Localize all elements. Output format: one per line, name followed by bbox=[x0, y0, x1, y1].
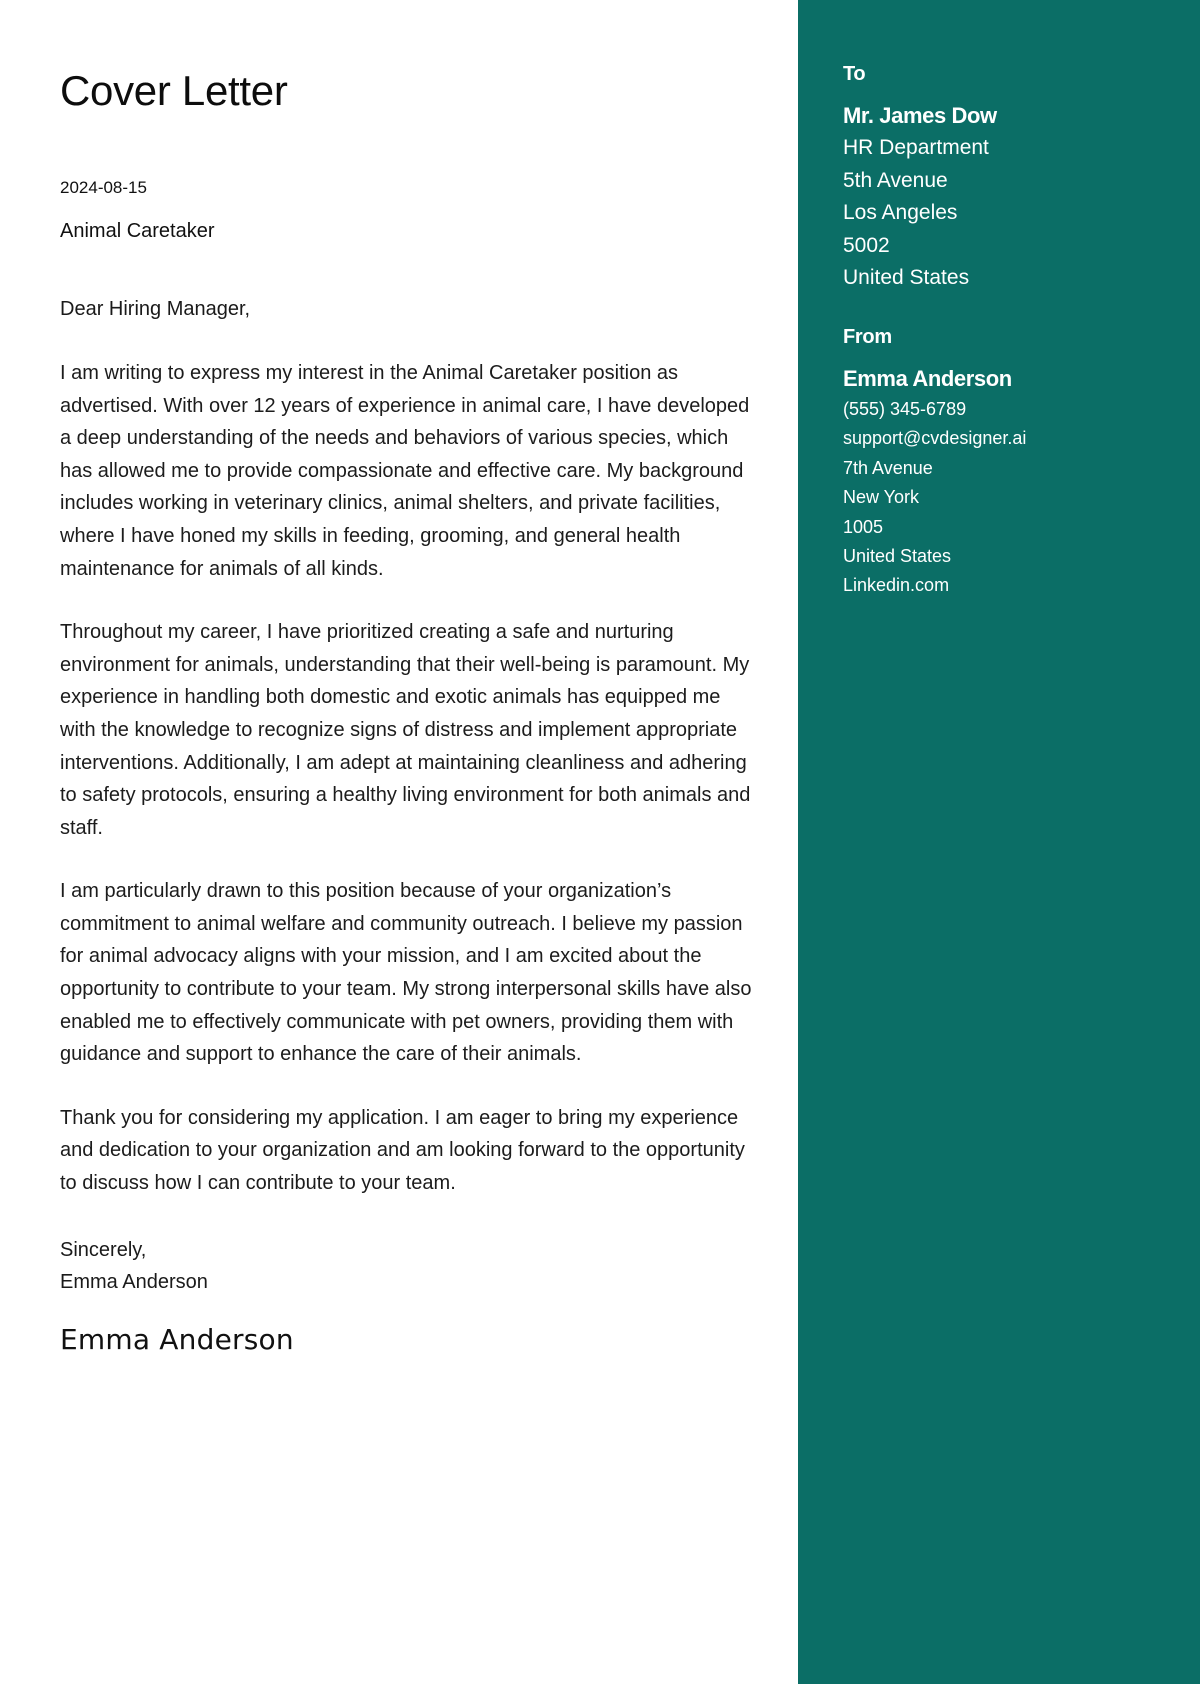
greeting: Dear Hiring Manager, bbox=[60, 298, 251, 321]
sender-name: Emma Anderson bbox=[843, 365, 1012, 391]
sender-street: 7th Avenue bbox=[843, 457, 933, 478]
recipient-street: 5th Avenue bbox=[843, 168, 948, 192]
signature: Emma Anderson bbox=[60, 1322, 294, 1356]
closing-salutation: Sincerely, bbox=[60, 1238, 147, 1261]
letter-date: 2024-08-15 bbox=[60, 178, 147, 198]
letter-main bbox=[60, 60, 760, 1356]
recipient-zip: 5002 bbox=[843, 233, 890, 257]
letter-paragraph: Throughout my career, I have prioritized creating a safe and nurturing environment for animals, understanding that their well-being is paramount. My experience in handling both domestic and exotic animals has equipped me with the knowledge to recognize signs of distress and implement appropriate interventions. Additionally, I am adept at maintaining cleanliness and adhering to safety protocols, ensuring a healthy living environment for both animals and staff. bbox=[60, 621, 751, 839]
sender-block bbox=[843, 321, 1183, 601]
recipient-city: Los Angeles bbox=[843, 201, 958, 225]
contact-sidebar bbox=[798, 0, 1200, 1684]
sender-phone: (555) 345-6789 bbox=[843, 398, 967, 419]
page-title: Cover Letter bbox=[60, 67, 288, 114]
closing-block bbox=[60, 1234, 760, 1299]
letter-paragraph: Thank you for considering my application. I am eager to bring my experience and dedication to your organization and am looking forward to the opportunity to discuss how I can contribute to your team. bbox=[60, 1106, 745, 1195]
sender-email[interactable]: support@cvdesigner.ai bbox=[843, 428, 1027, 449]
from-heading: From bbox=[843, 325, 892, 348]
recipient-country: United States bbox=[843, 266, 970, 290]
sender-zip: 1005 bbox=[843, 516, 884, 537]
closing-name: Emma Anderson bbox=[60, 1271, 208, 1294]
recipient-name: Mr. James Dow bbox=[843, 103, 997, 128]
recipient-block bbox=[843, 58, 1183, 295]
sidebar-content bbox=[843, 58, 1183, 601]
sender-website[interactable]: Linkedin.com bbox=[843, 575, 950, 596]
recipient-department: HR Department bbox=[843, 136, 989, 159]
to-heading: To bbox=[843, 63, 866, 85]
sender-city: New York bbox=[843, 487, 920, 508]
job-role: Animal Caretaker bbox=[60, 220, 215, 243]
sender-country: United States bbox=[843, 546, 952, 566]
letter-paragraph: I am writing to express my interest in the Animal Caretaker position as advertised. With over 12 years of experience in animal care, I have developed a deep understanding of the needs and behaviors of various species, which has allowed me to provide compassionate and effective care. My background includes working in veterinary clinics, animal shelters, and private facilities, where I have honed my skills in feeding, grooming, and general health maintenance for animals of all kinds. bbox=[60, 361, 750, 580]
letter-paragraph: I am particularly drawn to this position because of your organization’s commitment to animal welfare and community outreach. I believe my passion for animal advocacy aligns with your mission, and I am excited about the opportunity to contribute to your team. My strong interpersonal skills have also enabled me to effectively communicate with pet owners, providing them with guidance and support to enhance the care of their animals. bbox=[60, 880, 752, 1066]
